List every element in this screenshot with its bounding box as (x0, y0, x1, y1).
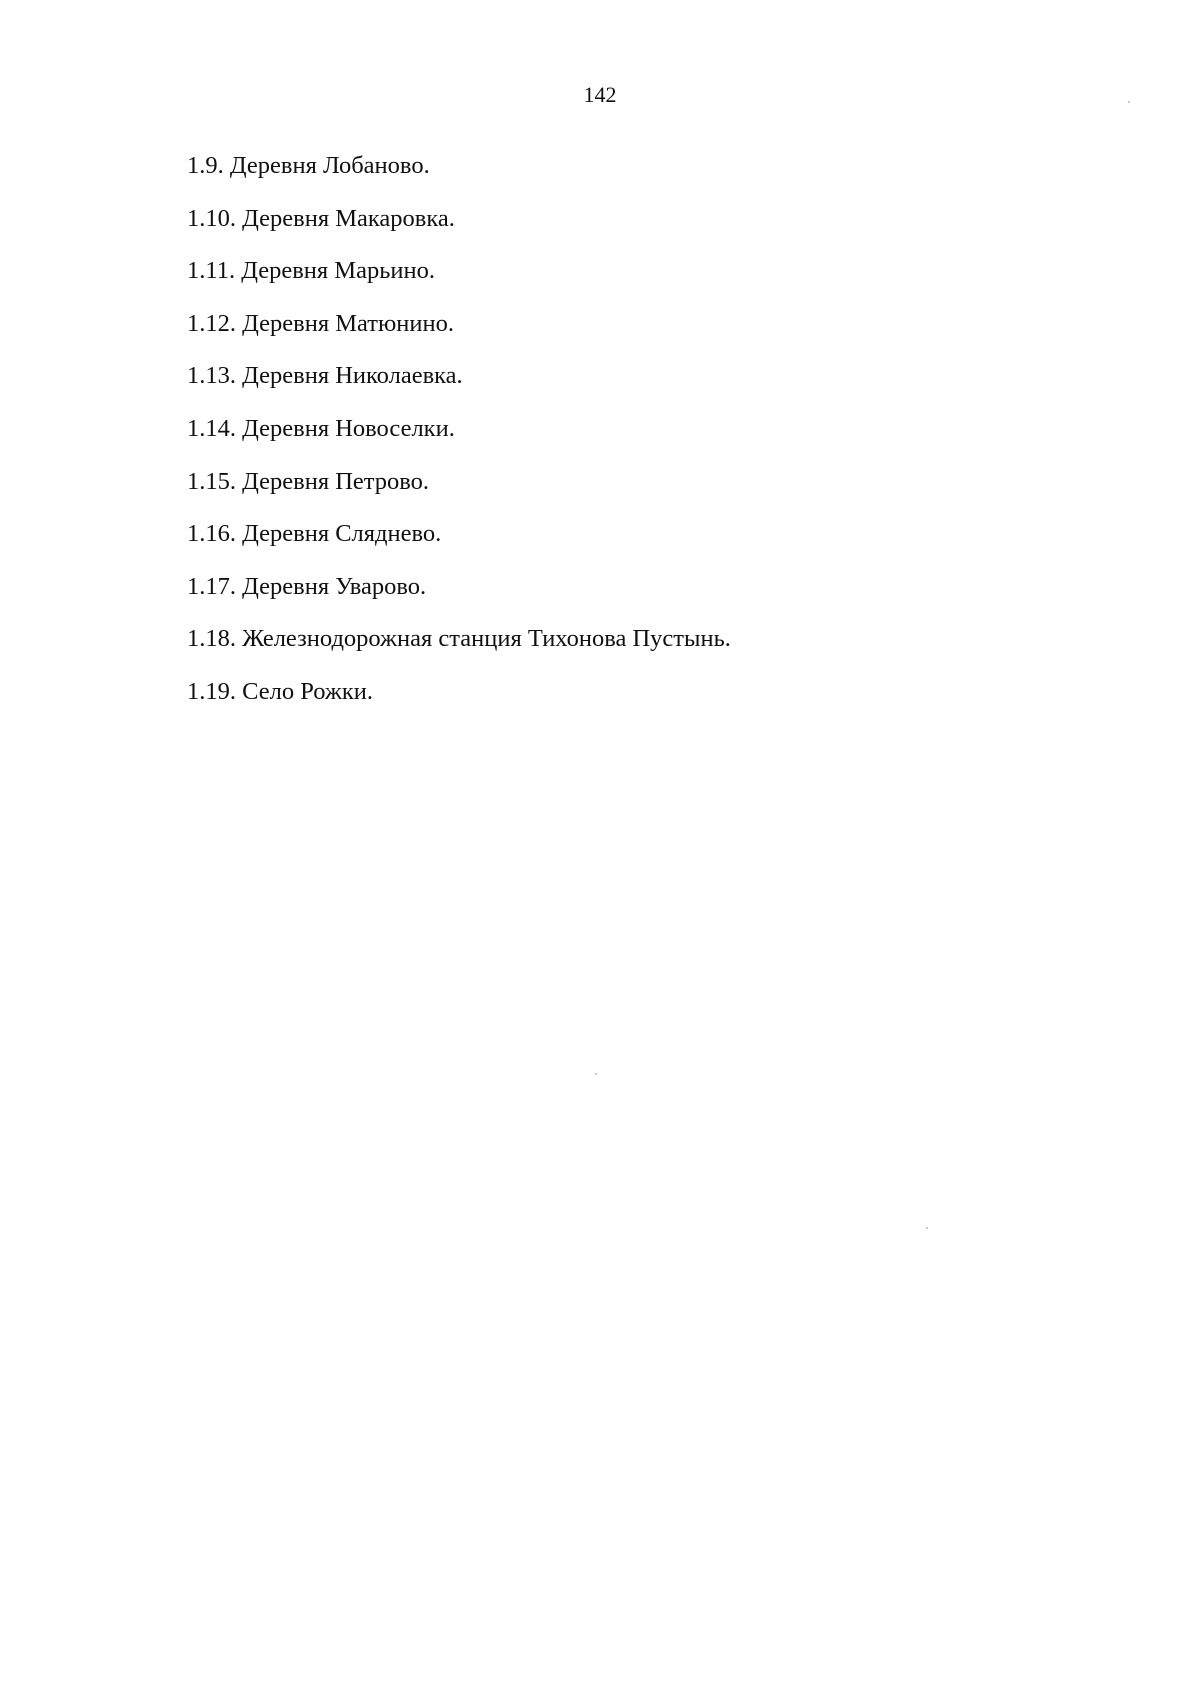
page-number: 142 (583, 82, 617, 107)
scan-speck (1128, 101, 1130, 103)
list-item: 1.17. Деревня Уварово. (187, 572, 427, 600)
list-item: 1.13. Деревня Николаевка. (187, 362, 463, 390)
list-item: 1.10. Деревня Макаровка. (187, 204, 455, 232)
list-item: 1.9. Деревня Лобаново. (187, 152, 430, 179)
settlement-list (187, 152, 731, 731)
list-item: 1.19. Село Рожки. (187, 677, 373, 705)
list-item: 1.12. Деревня Матюнино. (187, 309, 454, 337)
list-item: 1.14. Деревня Новоселки. (187, 414, 455, 442)
list-item: 1.18. Железнодорожная станция Тихонова Пустынь. (187, 625, 731, 653)
scan-speck (595, 1073, 597, 1075)
list-item: 1.11. Деревня Марьино. (187, 257, 435, 285)
list-item: 1.16. Деревня Сляднево. (187, 520, 442, 548)
list-item: 1.15. Деревня Петрово. (187, 467, 430, 495)
scan-speck (926, 1227, 928, 1229)
